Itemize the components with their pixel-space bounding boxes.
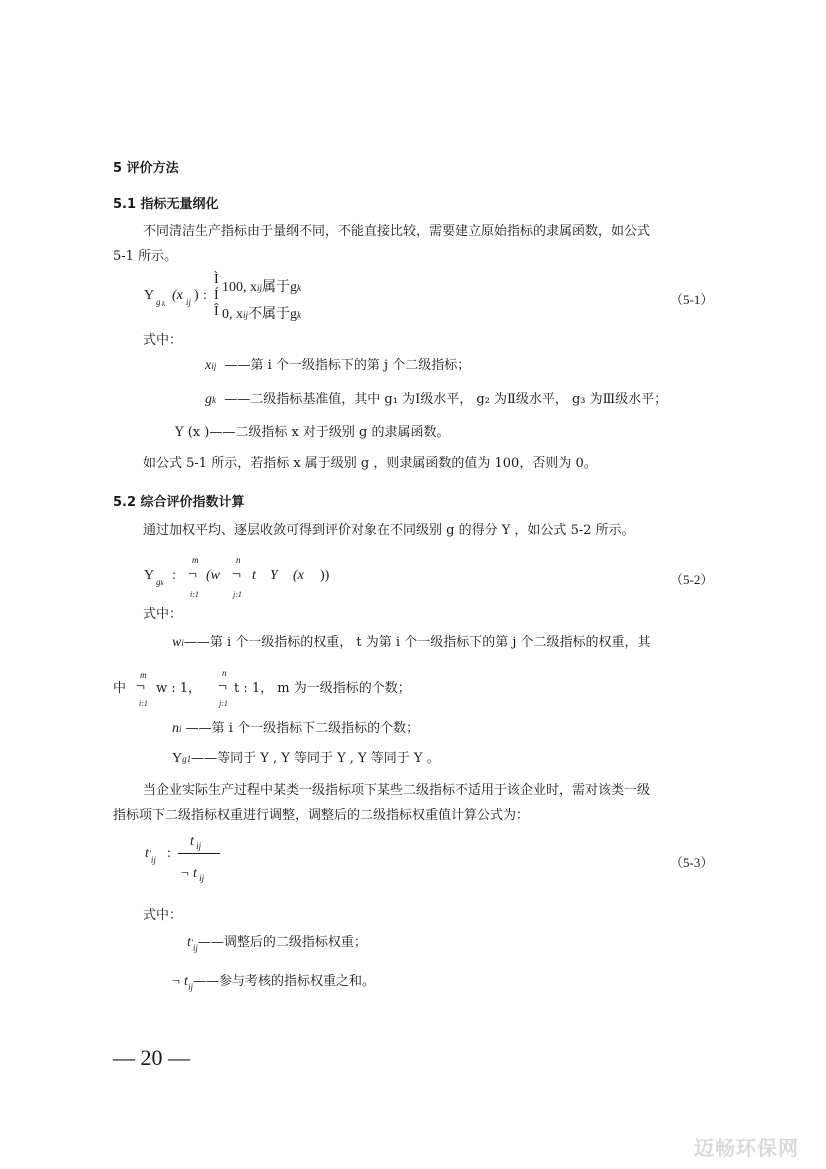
- definition-line: t : 1， m 为一级指标的个数；: [234, 681, 411, 696]
- sum-lower: i:1: [139, 699, 148, 708]
- eq-lhs: Y: [144, 288, 155, 303]
- eq-body: )): [320, 568, 330, 583]
- eq-case2: 0, xij不属于gk: [222, 307, 302, 322]
- sum-upper: n: [222, 668, 227, 678]
- eq-body: t: [252, 568, 256, 583]
- page-number: — 20 —: [113, 1045, 190, 1070]
- sum-lower: i:1: [190, 590, 199, 599]
- eq-arg-close: ): [194, 288, 199, 303]
- eq-lhs: Y: [144, 568, 155, 583]
- eq-subsub: k: [162, 300, 166, 308]
- definition-line: ni ——第 i 个一级指标下二级指标的个数；: [172, 721, 420, 736]
- sum-icon: ¬: [188, 566, 198, 583]
- section-heading: 5 评价方法: [113, 161, 179, 176]
- sum-lower: j:1: [233, 590, 242, 599]
- subsection-heading: 5.2 综合评价指数计算: [113, 495, 245, 510]
- definition-line: gk ——二级指标基准值，其中 g₁ 为Ⅰ级水平， g₂ 为Ⅱ级水平， g₃ 为Ⅲ级水平；: [205, 392, 668, 407]
- eq-colon: :: [167, 846, 171, 861]
- watermark: 迈畅环保网: [694, 1136, 799, 1160]
- eq-body: Y: [270, 568, 278, 583]
- sum-lower: j:1: [219, 699, 228, 708]
- paragraph-line: 通过加权平均、逐层收敛可得到评价对象在不同级别 g 的得分 Y ，如公式 5-2 所示。: [143, 523, 635, 538]
- eq-body: (w: [206, 568, 220, 583]
- definition-line: w : 1，: [156, 681, 202, 696]
- eq3-lhs: $t'_{ij}$: [145, 846, 156, 865]
- eq-case1: 100, xij属于gk: [222, 280, 302, 295]
- definition-line: ¬ $t_{ij}——$参与考核的指标权重之和。: [172, 974, 375, 992]
- brace-mid: Í: [214, 288, 219, 303]
- sum-icon: ¬: [218, 678, 228, 695]
- eq3-denominator: ¬ t $_{ij}$: [180, 866, 205, 883]
- where-label: 式中：: [143, 333, 183, 348]
- subsection-heading: 5.1 指标无量纲化: [113, 197, 219, 212]
- where-label: 式中：: [143, 908, 183, 923]
- eq3-numerator: t $_{ij}$: [190, 834, 202, 851]
- definition-line: xij ——第 i 个一级指标下的第 j 个二级指标；: [205, 358, 471, 373]
- equation-number: （5-2）: [670, 572, 714, 587]
- definition-line: Y (x )——二级指标 x 对于级别 g 的隶属函数。: [175, 425, 450, 440]
- equation-number: （5-1）: [670, 292, 714, 307]
- sum-icon: ¬: [136, 678, 146, 695]
- paragraph-line: 不同清洁生产指标由于量纲不同，不能直接比较，需要建立原始指标的隶属函数，如公式: [143, 224, 651, 239]
- paragraph-line: 当企业实际生产过程中某类一级指标项下某些二级指标不适用于该企业时，需对该类一级: [143, 783, 651, 798]
- sum-upper: m: [140, 670, 147, 680]
- eq-colon: :: [203, 288, 207, 303]
- sum-upper: m: [192, 555, 199, 565]
- eq-arg: (x: [172, 288, 183, 303]
- definition-line: Yg1——等同于 Y , Y 等同于 Y , Y 等同于 Y 。: [172, 751, 440, 766]
- brace-bot: Î: [214, 304, 219, 319]
- definition-line: wi——第 i 个一级指标的权重， t 为第 i 个一级指标下的第 j 个二级指标的权重，其: [172, 635, 651, 650]
- paragraph-line: 如公式 5-1 所示，若指标 x 属于级别 g ，则隶属函数的值为 100，否则为 0。: [143, 456, 597, 471]
- eq-colon: :: [172, 568, 176, 583]
- eq-body: (x: [293, 568, 304, 583]
- eq-sub: gk: [156, 577, 164, 587]
- equation-number: （5-3）: [670, 855, 714, 870]
- eq-arg-sub: ij: [186, 297, 192, 307]
- definition-line: $t'_{ij}——$调整后的二级指标权重；: [187, 935, 367, 953]
- fraction-bar: [178, 853, 220, 854]
- where-label: 式中：: [143, 607, 183, 622]
- sum-icon: ¬: [232, 566, 242, 583]
- paragraph-line: 指标项下二级指标权重进行调整，调整后的二级指标权重值计算公式为：: [113, 808, 530, 823]
- paragraph-line: 5-1 所示。: [113, 249, 178, 264]
- definition-line: 中: [113, 681, 127, 696]
- sum-upper: n: [236, 555, 241, 565]
- brace-top: Ì: [214, 272, 219, 287]
- eq-sub: g: [156, 297, 161, 307]
